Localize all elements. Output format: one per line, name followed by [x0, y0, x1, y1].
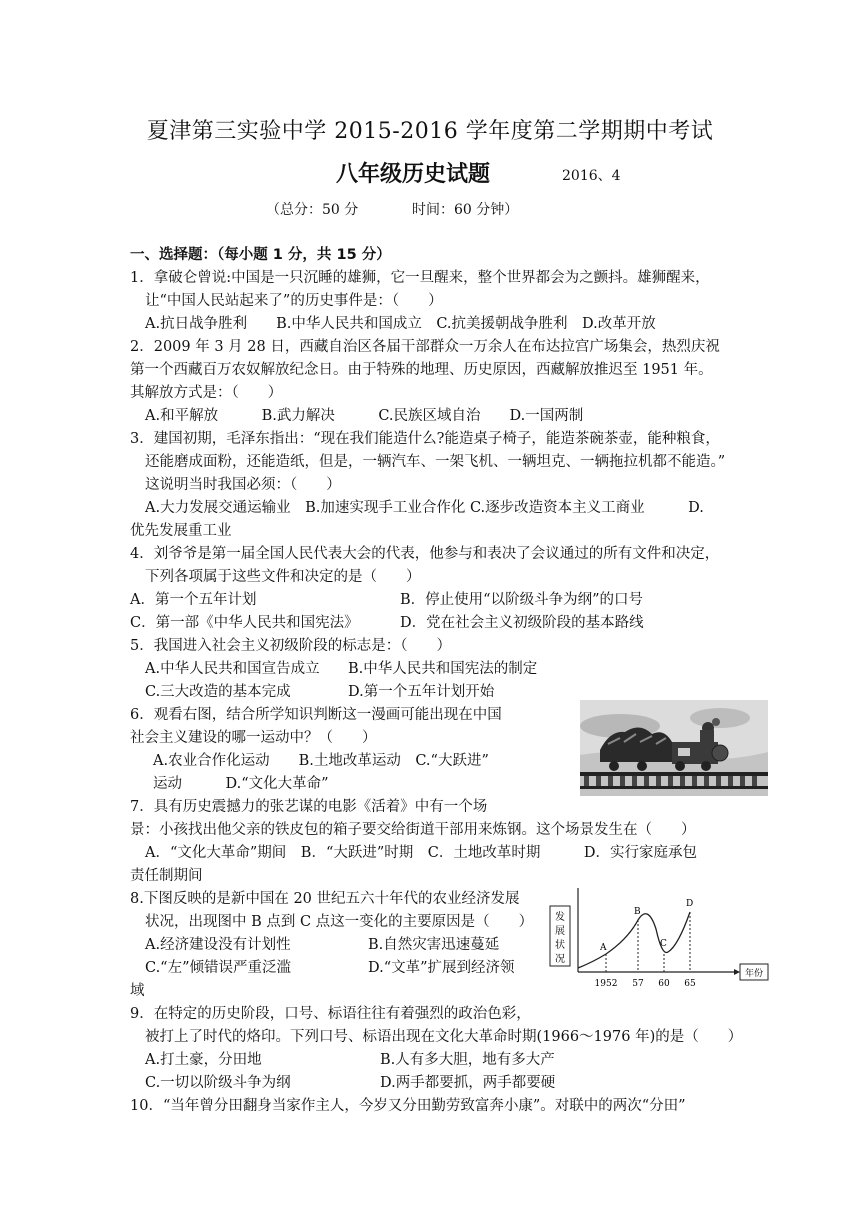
question-line: 10．“当年曾分田翻身当家作主人，今岁又分田勤劳致富奔小康”。对联中的两次“分田” — [130, 1098, 686, 1114]
question-line: 景：小孩找出他父亲的铁皮包的箱子要交给街道干部用来炼钢。这个场景发生在（ ） — [130, 822, 696, 838]
question-line: 5．我国进入社会主义初级阶段的标志是：（ ） — [130, 638, 451, 654]
point-d: D — [686, 899, 694, 909]
option-c: C.“左”倾错误严重泛滥 — [145, 960, 292, 976]
question-line: 6．观看右图，结合所学知识判断这一漫画可能出现在中国 — [130, 707, 502, 723]
question-line: 2．2009 年 3 月 28 日，西藏自治区各届干部群众一万余人在布达拉宫广场集会，热烈庆祝 — [130, 339, 720, 355]
ylabel-char: 展 — [555, 926, 565, 937]
x-tick: 60 — [658, 979, 670, 989]
option-d: D.“文革”扩展到经济领 — [368, 960, 515, 976]
options-line: 优先发展重工业 — [130, 523, 232, 539]
option-c: C．第一部《中华人民共和国宪法》 — [130, 615, 359, 631]
option-c: C.三大改造的基本完成 — [145, 684, 291, 700]
question-line: 9．在特定的历史阶段，口号、标语往往有着强烈的政治色彩， — [130, 1006, 531, 1022]
option-d: D.两手都要抓，两手都要硬 — [380, 1075, 556, 1091]
question-line: 其解放方式是：（ ） — [130, 385, 283, 401]
question-line: 7．具有历史震撼力的张艺谋的电影《活着》中有一个场 — [130, 799, 488, 815]
ylabel-char: 发 — [555, 912, 565, 923]
xlabel: 年份 — [744, 969, 764, 979]
cartoon-train-image — [580, 700, 768, 796]
total-score: （总分：50 分 — [266, 202, 359, 218]
question-line: 让“中国人民站起来了”的历史事件是：（ ） — [145, 293, 443, 309]
question-line: 社会主义建设的哪一运动中？（ ） — [130, 730, 377, 746]
question-line: 被打上了时代的烙印。下列口号、标语出现在文化大革命时期(1966～1976 年)的是（ ） — [145, 1029, 743, 1045]
option-b: B.人有多大胆，地有多大产 — [380, 1052, 555, 1068]
options-line: A.大力发展交通运输业 B.加速实现手工业合作化 C.逐步改造资本主义工商业 D. — [145, 500, 704, 516]
option-b: B.中华人民共和国宪法的制定 — [348, 661, 538, 677]
options-line: A.农业合作化运动 B.土地改革运动 C.“大跃进” — [153, 753, 489, 769]
development-curve — [578, 912, 690, 968]
section-heading: 一、选择题：（每小题 1 分，共 15 分） — [130, 247, 391, 263]
exam-title: 夏津第三实验中学 2015-2016 学年度第二学期期中考试 — [146, 119, 714, 144]
option-b: B．停止使用“以阶级斗争为纲”的口号 — [400, 592, 643, 608]
options-line: A.和平解放 B.武力解决 C.民族区域自治 D.一国两制 — [145, 408, 584, 424]
x-tick: 57 — [632, 979, 644, 989]
ylabel-char: 状 — [555, 940, 565, 951]
exam-time: 时间：60 分钟） — [412, 202, 519, 218]
option-b: B.自然灾害迅速蔓延 — [368, 937, 500, 953]
point-b: B — [634, 907, 641, 917]
options-line: A．“文化大革命”期间 B．“大跃进”时期 C．土地改革时期 D．实行家庭承包 — [145, 845, 697, 861]
option-c: C.一切以阶级斗争为纲 — [145, 1075, 291, 1091]
question-line: 这说明当时我国必须：（ ） — [145, 477, 341, 493]
question-line: 4．刘爷爷是第一届全国人民代表大会的代表，他参与和表决了会议通过的所有文件和决定， — [130, 546, 720, 562]
options-line: A.抗日战争胜利 B.中华人民共和国成立 C.抗美援朝战争胜利 D.改革开放 — [145, 316, 656, 332]
option-d-cont: 域 — [130, 983, 145, 999]
point-c: C — [660, 939, 667, 949]
point-a: A — [600, 943, 607, 953]
question-line: 状况，出现图中 B 点到 C 点这一变化的主要原因是（ ） — [145, 914, 534, 930]
option-a: A．第一个五年计划 — [130, 592, 257, 608]
question-line: 第一个西藏百万农奴解放纪念日。由于特殊的地理、历史原因，西藏解放推迟至 1951 年。 — [130, 362, 713, 378]
option-a: A.打土豪，分田地 — [145, 1052, 262, 1068]
question-line: 1．拿破仑曾说:中国是一只沉睡的雄狮，它一旦醒来，整个世界都会为之颤抖。雄狮醒来， — [130, 270, 710, 286]
question-line: 还能磨成面粉，还能造纸，但是，一辆汽车、一架飞机、一辆坦克、一辆拖拉机都不能造。” — [145, 454, 726, 470]
option-d: D.第一个五年计划开始 — [348, 684, 495, 700]
development-graph — [548, 884, 770, 996]
options-line: 责任制期间 — [130, 868, 203, 884]
question-line: 8.下图反映的是新中国在 20 世纪五六十年代的农业经济发展 — [130, 891, 520, 907]
exam-subtitle: 八年级历史试题 — [336, 162, 491, 187]
ylabel-char: 况 — [555, 954, 565, 965]
question-line: 3．建国初期，毛泽东指出：“现在我们能造什么?能造桌子椅子，能造茶碗茶壶，能种粮食， — [130, 431, 720, 447]
question-line: 下列各项属于这些文件和决定的是（ ） — [145, 569, 421, 585]
option-d: D．党在社会主义初级阶段的基本路线 — [400, 615, 644, 631]
option-a: A.中华人民共和国宣告成立 — [145, 661, 320, 677]
x-tick: 1952 — [594, 979, 618, 989]
options-line: 运动 D.“文化大革命” — [153, 776, 329, 792]
x-tick: 65 — [684, 979, 696, 989]
option-a: A.经济建设没有计划性 — [145, 937, 291, 953]
exam-date: 2016、4 — [562, 168, 621, 184]
